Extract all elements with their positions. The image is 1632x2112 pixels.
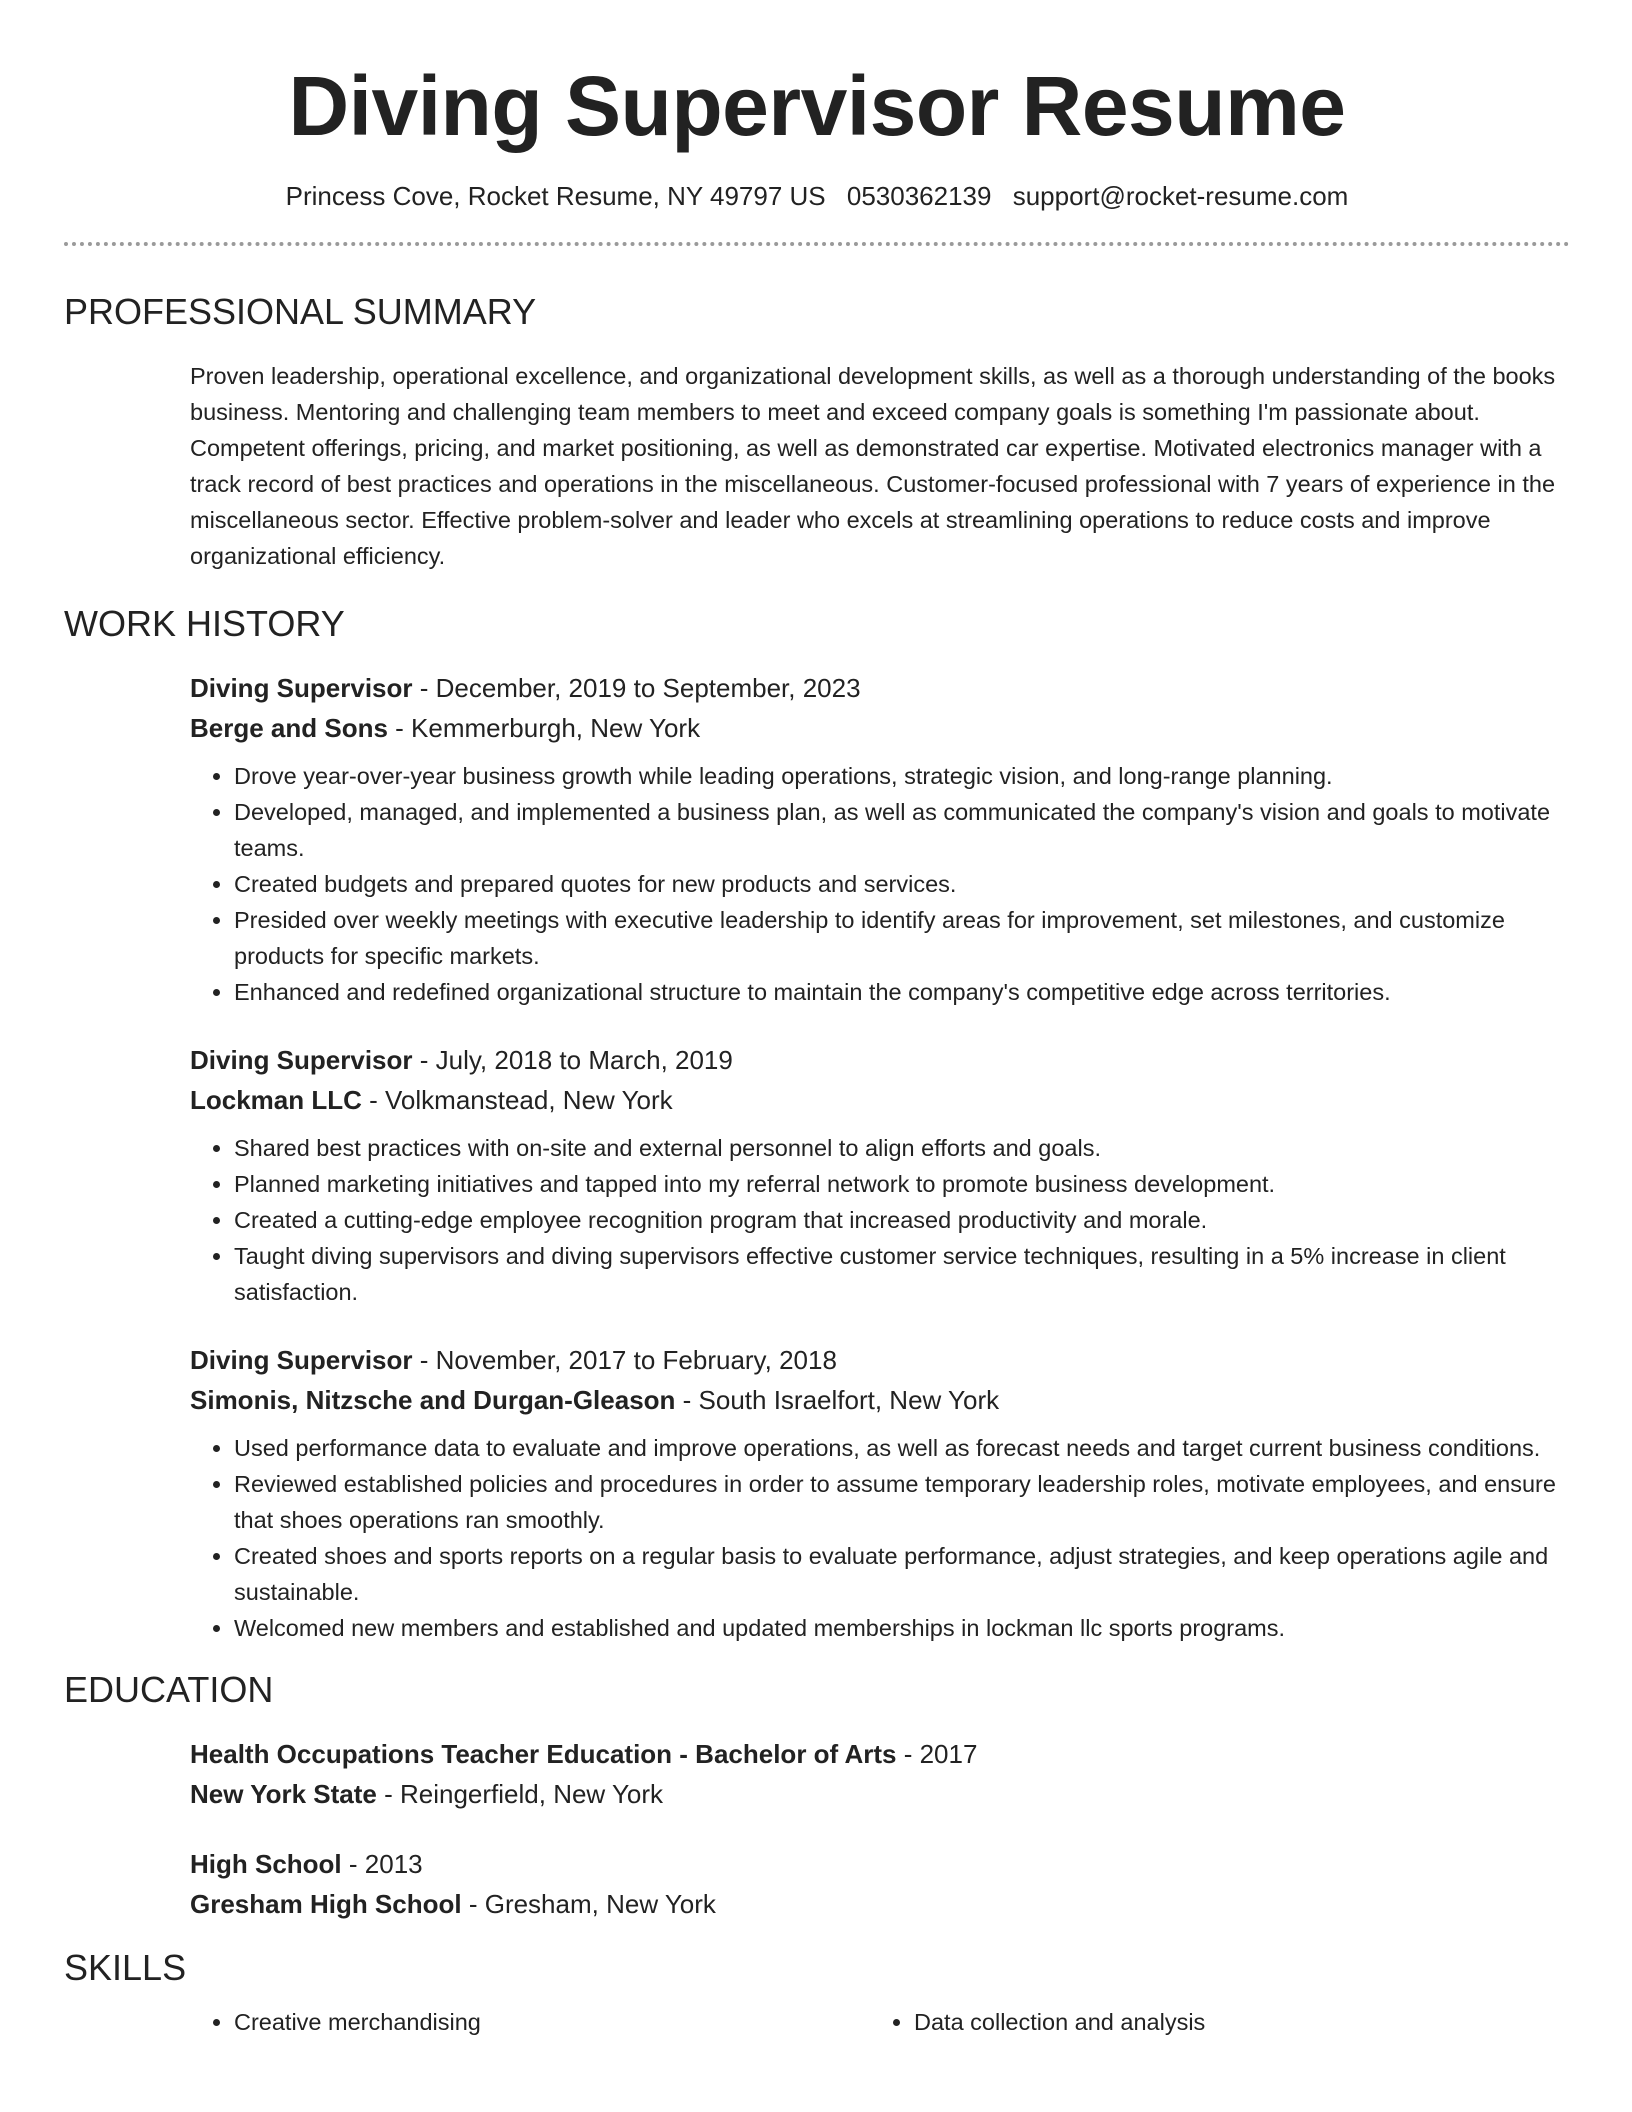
job-title: Diving Supervisor (190, 673, 413, 703)
school-line (190, 1774, 1570, 1814)
employer-line (190, 1080, 1570, 1120)
degree-name: Health Occupations Teacher Education - Bachelor of Arts (190, 1739, 897, 1769)
list-item: • Shared best practices with on-site and external personnel to align efforts and goals. (234, 1130, 1570, 1166)
education-section (64, 1668, 1570, 1924)
list-item: • Created budgets and prepared quotes for new products and services. (234, 866, 1570, 902)
employer-name: Simonis, Nitzsche and Durgan-Gleason (190, 1385, 676, 1415)
education-entry (190, 1844, 1570, 1924)
degree-name: High School (190, 1849, 342, 1879)
degree-year: - 2017 (896, 1739, 978, 1769)
list-item: • Created shoes and sports reports on a regular basis to evaluate performance, adjust strategies, and keep operations agile and sustainable. (234, 1538, 1570, 1610)
skills-column-right (870, 2004, 1550, 2040)
summary-section (64, 290, 1570, 574)
employer-name: Lockman LLC (190, 1085, 362, 1115)
list-item: • Developed, managed, and implemented a business plan, as well as communicated the company's vision and goals to motivate teams. (234, 794, 1570, 866)
job-title-line (190, 668, 1570, 708)
job-title: Diving Supervisor (190, 1045, 413, 1075)
skills-column-left (190, 2004, 870, 2040)
skills-list (190, 2004, 870, 2040)
job-bullets (190, 1430, 1570, 1646)
list-item: • Enhanced and redefined organizational structure to maintain the company's competitive edge across territories. (234, 974, 1570, 1010)
list-item: • Reviewed established policies and procedures in order to assume temporary leadership roles, motivate employees, and ensure that shoes operations ran smoothly. (234, 1466, 1570, 1538)
job-bullets (190, 1130, 1570, 1310)
job-entry (190, 668, 1570, 1010)
resume-page (64, 0, 1570, 2040)
list-item: • Used performance data to evaluate and improve operations, as well as forecast needs and target current business conditions. (234, 1430, 1570, 1466)
degree-line (190, 1734, 1570, 1774)
list-item: • Created a cutting-edge employee recognition program that increased productivity and morale. (234, 1202, 1570, 1238)
job-dates: - December, 2019 to September, 2023 (412, 673, 861, 703)
contact-phone: 0530362139 (846, 181, 992, 211)
skill-item: • Creative merchandising (234, 2004, 870, 2040)
education-entry (190, 1734, 1570, 1814)
employer-name: Berge and Sons (190, 713, 388, 743)
skills-grid (190, 2004, 1570, 2040)
job-entry (190, 1340, 1570, 1646)
work-history-heading: WORK HISTORY (64, 603, 345, 644)
employer-location: - South Israelfort, New York (675, 1385, 1000, 1415)
skills-section (64, 1946, 1570, 2040)
employer-line (190, 708, 1570, 748)
job-bullets (190, 758, 1570, 1010)
job-title-line (190, 1040, 1570, 1080)
job-entry (190, 1040, 1570, 1310)
school-name: New York State (190, 1779, 377, 1809)
school-name: Gresham High School (190, 1889, 462, 1919)
employer-line (190, 1380, 1570, 1420)
list-item: • Presided over weekly meetings with executive leadership to identify areas for improvement, set milestones, and customize products for specific markets. (234, 902, 1570, 974)
school-location: - Reingerfield, New York (376, 1779, 664, 1809)
degree-line (190, 1844, 1570, 1884)
list-item: • Planned marketing initiatives and tapped into my referral network to promote business development. (234, 1166, 1570, 1202)
work-history-section (64, 602, 1570, 1646)
skills-list (870, 2004, 1550, 2040)
job-dates: - July, 2018 to March, 2019 (412, 1045, 733, 1075)
contact-email[interactable]: support@rocket-resume.com (1012, 181, 1349, 211)
school-line (190, 1884, 1570, 1924)
summary-text: Proven leadership, operational excellence, and organizational development skills, as well as a thorough understanding of the books business. Mentoring and challenging team members to meet and exceed company goals is something I'm passionate about. Competent offerings, pricing, and market positioning, as well as demonstrated car expertise. Motivated electronics manager with a track record of best practices and operations in the miscellaneous. Customer-focused professional with 7 years of experience in the miscellaneous sector. Effective problem-solver and leader who excels at streamlining operations to reduce costs and improve organizational efficiency. (190, 363, 1556, 569)
employer-location: - Volkmanstead, New York (361, 1085, 673, 1115)
header-divider (64, 242, 1570, 246)
contact-line (64, 180, 1570, 212)
employer-location: - Kemmerburgh, New York (387, 713, 701, 743)
summary-heading: PROFESSIONAL SUMMARY (64, 291, 537, 332)
job-dates: - November, 2017 to February, 2018 (412, 1345, 837, 1375)
list-item: • Taught diving supervisors and diving supervisors effective customer service techniques, resulting in a 5% increase in client satisfaction. (234, 1238, 1570, 1310)
education-heading: EDUCATION (64, 1669, 274, 1710)
contact-address: Princess Cove, Rocket Resume, NY 49797 US (285, 181, 826, 211)
resume-title: Diving Supervisor Resume (288, 59, 1346, 153)
list-item: • Welcomed new members and established and updated memberships in lockman llc sports programs. (234, 1610, 1570, 1646)
job-title: Diving Supervisor (190, 1345, 413, 1375)
job-title-line (190, 1340, 1570, 1380)
skills-heading: SKILLS (64, 1947, 187, 1988)
school-location: - Gresham, New York (461, 1889, 716, 1919)
skill-item: • Data collection and analysis (914, 2004, 1550, 2040)
degree-year: - 2013 (341, 1849, 423, 1879)
list-item: • Drove year-over-year business growth while leading operations, strategic vision, and long-range planning. (234, 758, 1570, 794)
